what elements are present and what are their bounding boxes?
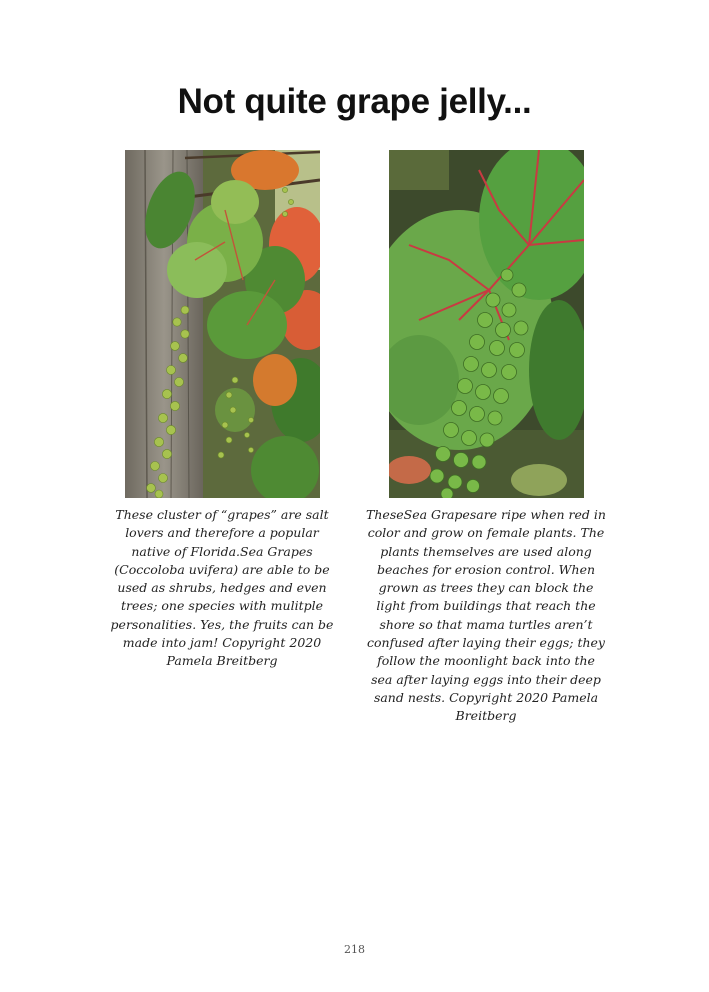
caption-left: These cluster of “grapes” are salt lovers and therefore a popular native of Florida.Sea Grapes (Coccoloba uvifera) are able to be used as shrubs, hedges and even trees; one species with mulitple personalities. Yes, the fruits can be made into jam! Copyright 2020 Pamela Breitberg: [110, 507, 334, 669]
sea-grape-cluster-photo-left: [125, 150, 320, 498]
page-title: Not quite grape jelly...: [177, 82, 532, 121]
sea-grape-photo-left-art: [125, 150, 320, 498]
sea-grape-photo-right-art: [389, 150, 584, 498]
page-number: 218: [344, 943, 365, 956]
sea-grape-cluster-photo-right: [389, 150, 584, 498]
caption-right: TheseSea Grapesare ripe when red in color and grow on female plants. The plants themselves are used along beaches for erosion control. When grown as trees they can block the light from buildings that reach the shore so that mama turtles aren’t confused after laying their eggs; they follow the moonlight back into the sea after laying eggs into their deep sand nests. Copyright 2020 Pamela Breitberg: [366, 507, 606, 724]
